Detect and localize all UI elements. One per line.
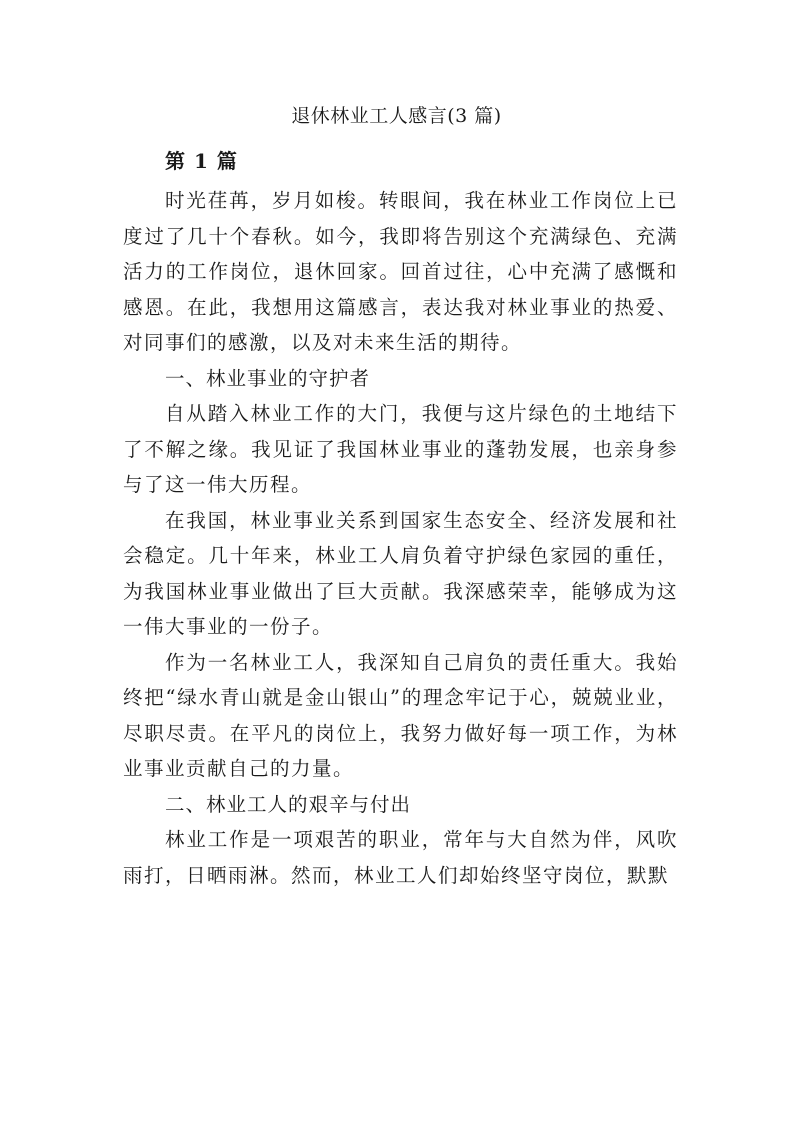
paragraph: 时光荏苒，岁月如梭。转眼间，我在林业工作岗位上已度过了几十个春秋。如今，我即将告别这个充满绿色、充满活力的工作岗位，退休回家。回首过往，心中充满了感慨和感恩。在此，我想用这篇感言，表达我对林业事业的热爱、对同事们的感激，以及对未来生活的期待。 [123, 189, 678, 354]
section-heading: 第 1 篇 [165, 149, 238, 173]
subheading: 二、林业工人的艰辛与付出 [165, 792, 412, 816]
paragraph: 自从踏入林业工作的大门，我便与这片绿色的土地结下了不解之缘。我见证了我国林业事业的蓬勃发展，也亲身参与了这一伟大历程。 [123, 402, 678, 496]
document-title: 退休林业工人感言(3 篇) [291, 105, 502, 127]
paragraph: 林业工作是一项艰苦的职业，常年与大自然为伴，风吹雨打，日晒雨淋。然而，林业工人们却始终坚守岗位，默默 [123, 828, 678, 887]
paragraph: 作为一名林业工人，我深知自己肩负的责任重大。我始终把“绿水青山就是金山银山”的理念牢记于心，兢兢业业，尽职尽责。在平凡的岗位上，我努力做好每一项工作，为林业事业贡献自己的力量。 [123, 650, 678, 780]
paragraph: 在我国，林业事业关系到国家生态安全、经济发展和社会稳定。几十年来，林业工人肩负着守护绿色家园的重任，为我国林业事业做出了巨大贡献。我深感荣幸，能够成为这一伟大事业的一份子。 [123, 508, 678, 638]
document-body [123, 183, 678, 893]
subheading: 一、林业事业的守护者 [165, 366, 371, 390]
